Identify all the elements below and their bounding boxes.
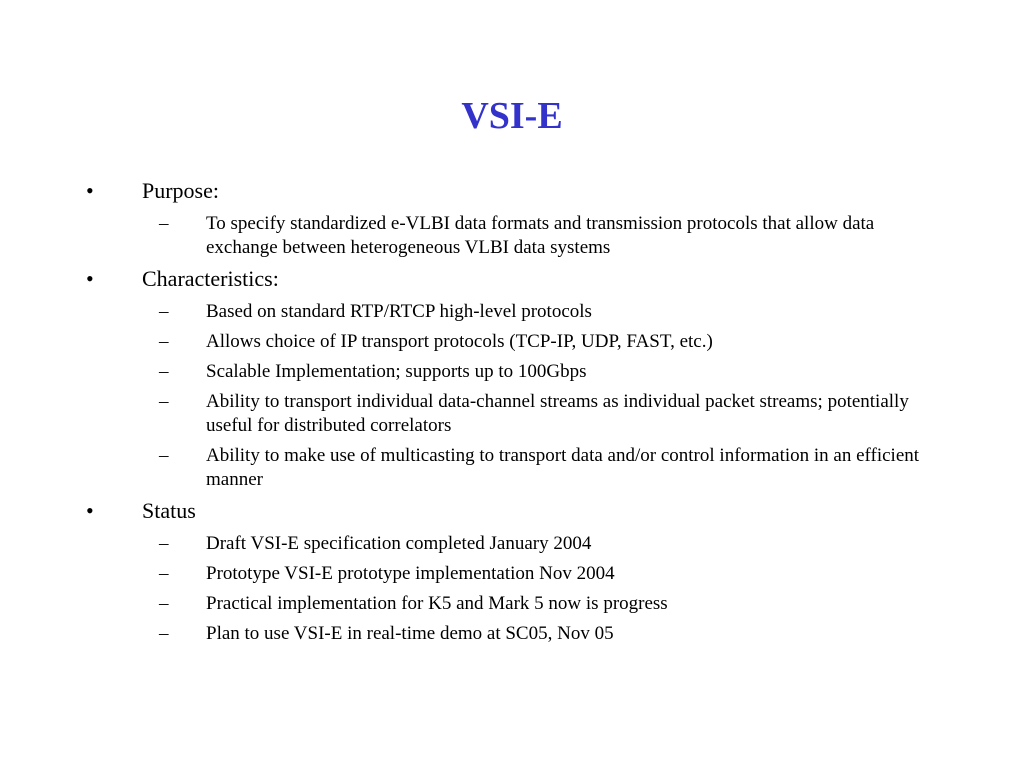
- sub-bullet: [0, 212, 1024, 260]
- slide-title: VSI-E: [461, 95, 563, 137]
- characteristics-list: [0, 300, 1024, 492]
- sub-bullet: [0, 444, 1024, 492]
- sub-bullet: [0, 330, 1024, 354]
- sub-bullet-text: Ability to make use of multicasting to transport data and/or control information in an efficient manner: [206, 445, 920, 490]
- dash-icon: –: [159, 213, 169, 234]
- bullet-characteristics: [0, 264, 1024, 294]
- bullet-icon: •: [86, 178, 94, 203]
- slide-body: [0, 174, 1024, 650]
- dash-icon: –: [159, 445, 169, 466]
- bullet-purpose: [0, 176, 1024, 206]
- sub-bullet-text: Ability to transport individual data-channel streams as individual packet streams; potentially useful for distributed correlators: [206, 391, 909, 436]
- section-heading-status: Status: [142, 498, 196, 523]
- sub-bullet: [0, 300, 1024, 324]
- sub-bullet-text: Prototype VSI-E prototype implementation Nov 2004: [206, 563, 615, 584]
- dash-icon: –: [159, 391, 169, 412]
- sub-bullet: [0, 390, 1024, 438]
- sub-bullet: [0, 532, 1024, 556]
- sub-bullet-text: Scalable Implementation; supports up to 100Gbps: [206, 361, 587, 382]
- bullet-icon: •: [86, 498, 94, 523]
- dash-icon: –: [159, 331, 169, 352]
- sub-bullet: [0, 360, 1024, 384]
- sub-bullet-text: Plan to use VSI-E in real-time demo at SC05, Nov 05: [206, 623, 614, 644]
- section-heading-purpose: Purpose:: [142, 178, 219, 203]
- bullet-icon: •: [86, 266, 94, 291]
- dash-icon: –: [159, 593, 169, 614]
- sub-bullet: [0, 592, 1024, 616]
- dash-icon: –: [159, 533, 169, 554]
- sub-bullet-text: To specify standardized e-VLBI data formats and transmission protocols that allow data exchange between heterogeneous VLBI data systems: [206, 213, 875, 258]
- purpose-list: [0, 212, 1024, 260]
- sub-bullet: [0, 622, 1024, 646]
- sub-bullet-text: Practical implementation for K5 and Mark 5 now is progress: [206, 593, 668, 614]
- sub-bullet-text: Based on standard RTP/RTCP high-level protocols: [206, 301, 592, 322]
- dash-icon: –: [159, 623, 169, 644]
- sub-bullet-text: Allows choice of IP transport protocols (TCP-IP, UDP, FAST, etc.): [206, 331, 713, 352]
- dash-icon: –: [159, 301, 169, 322]
- dash-icon: –: [159, 361, 169, 382]
- sub-bullet: [0, 562, 1024, 586]
- dash-icon: –: [159, 563, 169, 584]
- section-heading-characteristics: Characteristics:: [142, 266, 279, 291]
- sub-bullet-text: Draft VSI-E specification completed January 2004: [206, 533, 592, 554]
- status-list: [0, 532, 1024, 646]
- bullet-status: [0, 496, 1024, 526]
